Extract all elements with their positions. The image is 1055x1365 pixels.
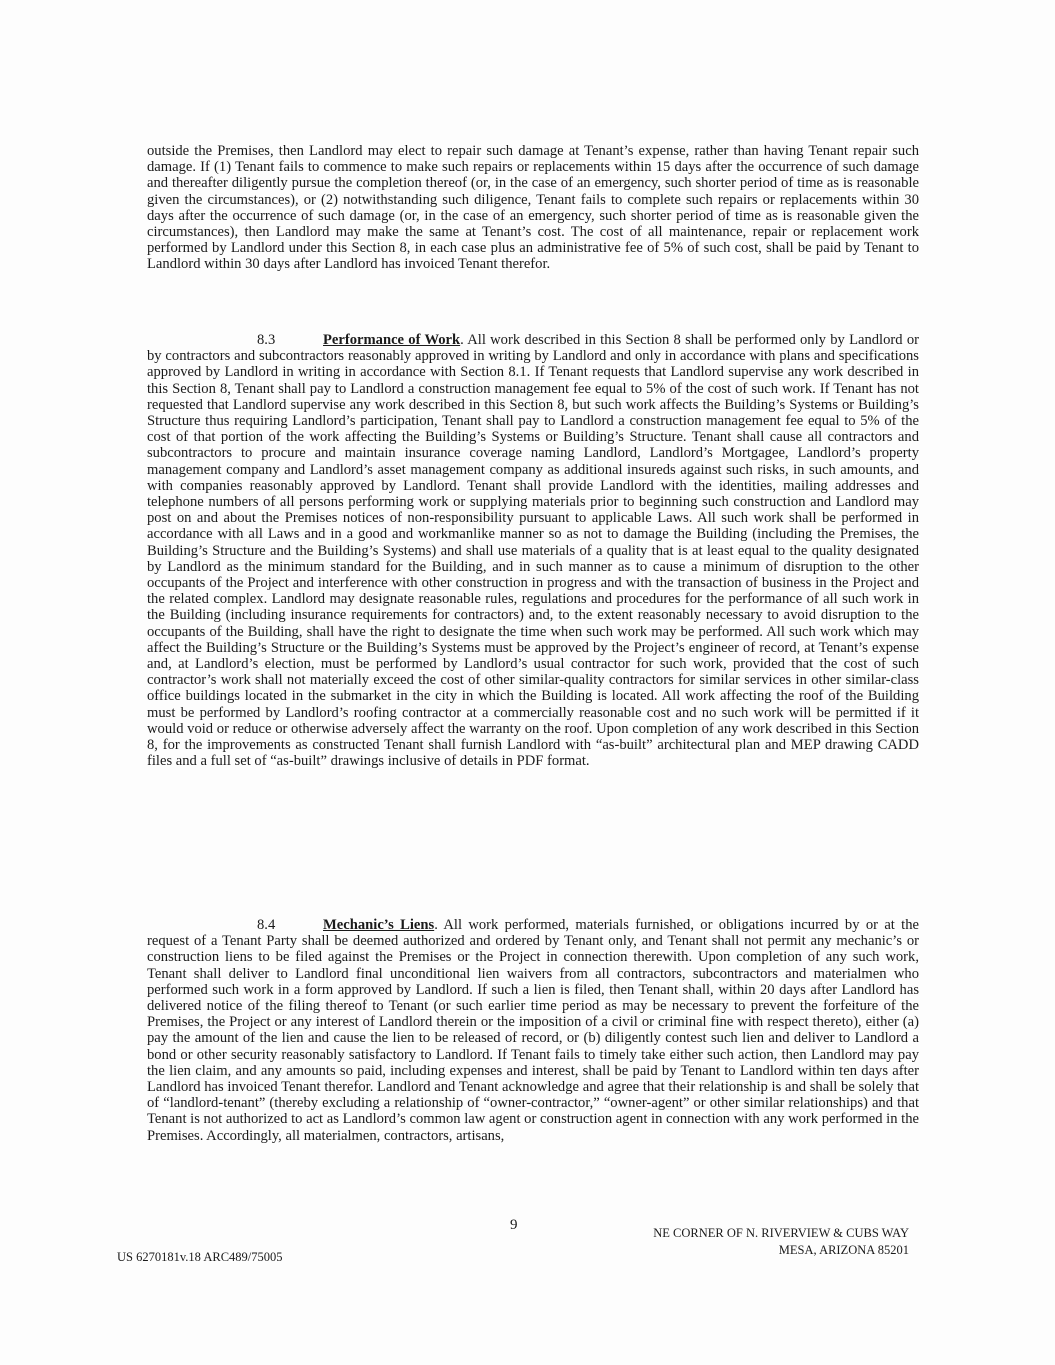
section-8-3-text: . All work described in this Section 8 shall be performed only by Landlord or by contractors and subcontractors reasonably approved in writing by Landlord and only in accordance with plans and specifications approved by Landlord in writing in accordance with Section 8.1. If Tenant requests that Landlord supervise any work described in this Section 8, Tenant shall pay to Landlord a construction management fee equal to 5% of the cost of such work. If Tenant has not requested that Landlord supervise any work described in this Section 8, but such work affects the Building’s Systems or Building’s Structure thus requiring Landlord’s participation, Tenant shall pay to Landlord a construction management fee equal to 5% of the cost of that portion of the work affecting the Building’s Systems or Building’s Structure. Tenant shall cause all contractors and subcontractors to procure and maintain insurance coverage naming Landlord, Landlord’s Mortgagee, Landlord’s property management company and Landlord’s asset management company as additional insureds against such risks, in such amounts, and with companies reasonably approved by Landlord. Tenant shall provide Landlord with the identities, mailing addresses and telephone numbers of all persons performing work or supplying materials prior to beginning such construction and Landlord may post on and about the Premises notices of non-responsibility pursuant to applicable Laws. All such work shall be performed in accordance with all Laws and in a good and workmanlike manner so as not to damage the Building (including the Premises, the Building’s Structure and the Building’s Systems) and shall use materials of a quality that is at least equal to the quality designated by Landlord as the minimum standard for the Building, and in such manner as to cause a minimum of disruption to the other occupants of the Project and interference with other construction in progress and with the transaction of business in the Project and the related complex. Landlord may designate reasonable rules, regulations and procedures for the performance of all such work in the Building (including insurance requirements for contractors) and, to the extent reasonably necessary to avoid disruption to the occupants of the Building, shall have the right to designate the time when such work may be performed. All such work which may affect the Building’s Structure or the Building’s Systems must be approved by the Project’s engineer of record, at Tenant’s expense and, at Landlord’s election, must be performed by Landlord’s usual contractor for such work, provided that the cost of such contractor’s work shall not materially exceed the cost of other similar-quality contractors for similar services in other similar-class office buildings located in the submarket in the city in which the Building is located. All work affecting the roof of the Building must be performed by Landlord’s roofing contractor at a commercially reasonable cost and no such work will be permitted if it would void or reduce or otherwise adversely affect the warranty on the roof. Upon completion of any work described in this Section 8, for the improvements as constructed Tenant shall furnish Landlord with “as-built” architectural plan and MEP drawing CADD files and a full set of “as-built” drawings inclusive of details in PDF format. xyxy=(147,332,919,770)
footer-address xyxy=(653,1225,909,1259)
document-id: US 6270181v.18 ARC489/75005 xyxy=(117,1250,283,1264)
section-8-4-title: Mechanic’s Liens xyxy=(323,917,435,933)
section-8-4-number: 8.4 xyxy=(257,917,276,933)
section-8-4-paragraph xyxy=(147,917,919,1144)
footer-address-line2: MESA, ARIZONA 85201 xyxy=(778,1243,909,1257)
section-8-3-number: 8.3 xyxy=(257,332,276,348)
section-8-3-title: Performance of Work xyxy=(323,332,461,348)
section-8-4-text: . All work performed, materials furnished, or obligations incurred by or at the request of a Tenant Party shall be deemed authorized and ordered by Tenant only, and Tenant shall not permit any mechanic’s or construction liens to be filed against the Premises or the Project in connection therewith. Upon completion of any such work, Tenant shall deliver to Landlord final unconditional lien waivers from all contractors, subcontractors and materialmen who performed such work in a form approved by Landlord. If such a lien is filed, then Tenant shall, within 20 days after Landlord has delivered notice of the filing thereof to Tenant (or such earlier time period as may be necessary to prevent the forfeiture of the Premises, the Project or any interest of Landlord therein or the imposition of a civil or criminal fine with respect thereto), either (a) pay the amount of the lien and cause the lien to be released of record, or (b) diligently contest such lien and deliver to Landlord a bond or other security reasonably satisfactory to Landlord. If Tenant fails to timely take either such action, then Landlord may pay the lien claim, and any amounts so paid, including expenses and interest, shall be paid by Tenant to Landlord within ten days after Landlord has invoiced Tenant therefor. Landlord and Tenant acknowledge and agree that their relationship is and shall be solely that of “landlord-tenant” (thereby excluding a relationship of “owner-contractor,” “owner-agent” or other similar relationships) and that Tenant is not authorized to act as Landlord’s common law agent or construction agent in connection with any work performed in the Premises. Accordingly, all materialmen, contractors, artisans, xyxy=(147,917,919,1144)
page-number: 9 xyxy=(510,1217,518,1233)
continuation-paragraph: outside the Premises, then Landlord may elect to repair such damage at Tenant’s expense, rather than having Tenant repair such damage. If (1) Tenant fails to commence to make such repairs or replacements within 15 days after the occurrence of such damage and thereafter diligently pursue the completion thereof (or, in the case of an emergency, such shorter period of time as is reasonable given the circumstances), or (2) notwithstanding such diligence, Tenant fails to complete such repairs or replacements within 30 days after the occurrence of such damage (or, in the case of an emergency, such shorter period of time as is reasonable given the circumstances), then Landlord may make the same at Tenant’s cost. The cost of all maintenance, repair or replacement work performed by Landlord under this Section 8, in each case plus an administrative fee of 5% of such cost, shall be paid by Tenant to Landlord within 30 days after Landlord has invoiced Tenant therefor. xyxy=(147,143,919,273)
footer-address-line1: NE CORNER OF N. RIVERVIEW & CUBS WAY xyxy=(653,1226,909,1240)
section-8-3-paragraph xyxy=(147,332,919,769)
